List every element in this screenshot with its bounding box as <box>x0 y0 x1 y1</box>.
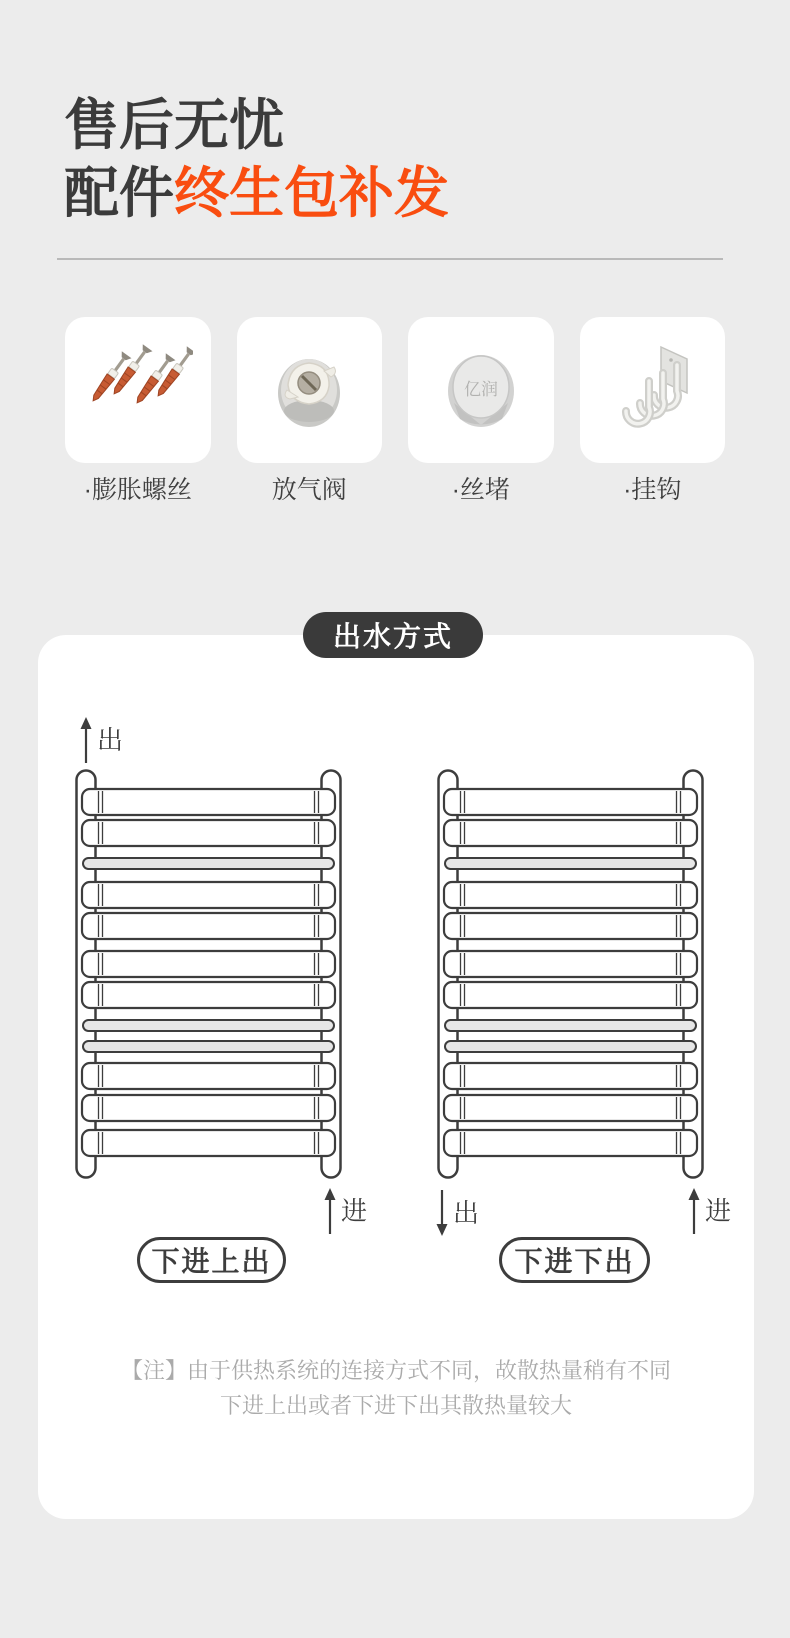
arrow-down-icon <box>434 1190 450 1236</box>
flow-arrow-inlet-right-radiator <box>686 1188 731 1234</box>
plug-engraving-text: 亿润 <box>463 380 498 399</box>
accessory-card <box>65 317 211 463</box>
page-title-line2 <box>64 160 449 226</box>
divider-line <box>57 258 723 260</box>
accessory-label: ·膨胀螺丝 <box>83 476 192 504</box>
radiator-diagram-right <box>437 769 704 1179</box>
outlet-method-card <box>38 635 754 1519</box>
note-block <box>38 1353 754 1423</box>
flow-arrow-inlet-left-radiator <box>322 1188 367 1234</box>
accessory-label: ·丝堵 <box>451 476 510 504</box>
expansion-screws-image <box>83 335 193 445</box>
flow-arrow-label: 进 <box>341 1196 368 1226</box>
mode-label-bottom-in-bottom-out: 下进下出 <box>499 1237 650 1283</box>
page-title-line1: 售后无忧 <box>64 94 285 156</box>
arrow-up-icon <box>78 717 94 763</box>
note-line-1: 【注】由于供热系统的连接方式不同，故散热量稍有不同 <box>120 1358 671 1383</box>
flow-arrow-label: 出 <box>453 1198 480 1228</box>
accessory-card <box>408 317 554 463</box>
flow-arrow-outlet-top-left <box>78 717 123 763</box>
title-highlight: 终生包补发 <box>174 162 450 224</box>
accessory-item-expansion-screws <box>65 317 211 505</box>
flow-arrow-label: 出 <box>97 725 124 755</box>
accessory-card <box>237 317 383 463</box>
accessory-item-plug <box>408 317 554 505</box>
accessory-item-air-valve <box>237 317 383 505</box>
hooks-image <box>597 335 707 445</box>
pipe-plug-image <box>426 335 536 445</box>
air-release-valve-image <box>254 335 364 445</box>
title-prefix: 配件 <box>64 162 175 224</box>
flow-arrow-label: 进 <box>705 1196 732 1226</box>
accessory-label: 放气阀 <box>271 476 347 504</box>
accessories-grid <box>65 317 725 505</box>
mode-label-bottom-in-top-out: 下进上出 <box>137 1237 286 1283</box>
radiator-diagram-left <box>75 769 342 1179</box>
arrow-up-icon <box>686 1188 702 1234</box>
note-line-2: 下进上出或者下进下出其散热量较大 <box>219 1393 572 1418</box>
section-badge: 出水方式 <box>303 612 483 658</box>
arrow-up-icon <box>322 1188 338 1234</box>
accessory-label: ·挂钩 <box>623 476 682 504</box>
accessory-card <box>580 317 726 463</box>
flow-arrow-outlet-right-radiator <box>434 1190 479 1236</box>
accessory-item-hooks <box>580 317 726 505</box>
